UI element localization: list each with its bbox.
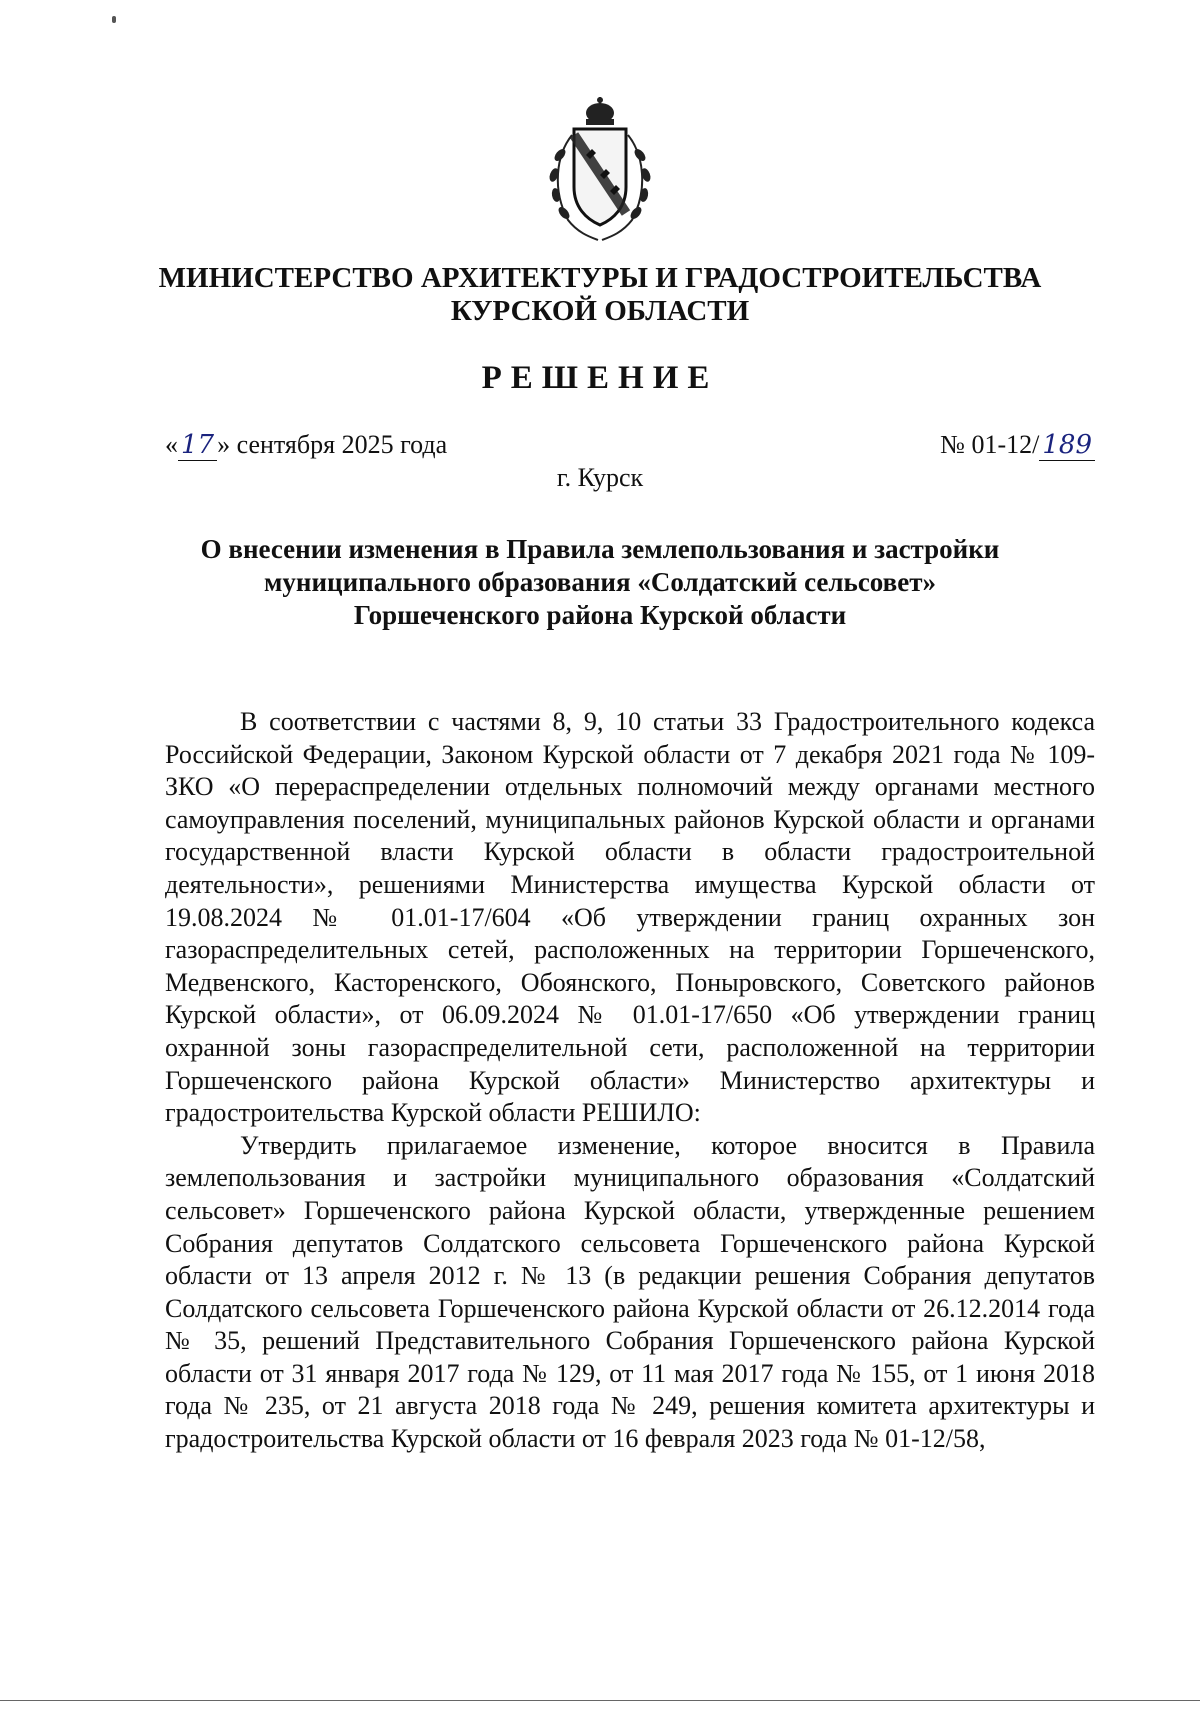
scan-speck xyxy=(112,16,116,23)
city: г. Курск xyxy=(556,463,644,492)
document-subject xyxy=(150,533,1050,632)
ministry-title xyxy=(100,262,1100,328)
document-type-title: РЕШЕНИЕ xyxy=(481,360,719,396)
ministry-title-line-1: МИНИСТЕРСТВО АРХИТЕКТУРЫ И ГРАДОСТРОИТЕЛЬСТВА xyxy=(158,262,1042,294)
body-paragraph-1: В соответствии с частями 8, 9, 10 статьи 33 Градостроительного кодекса Российской Федерации, Законом Курской области от 7 декабря 2021 года № 109-ЗКО «О перераспределении отдельных полномочий между органами местного самоуправления поселений, муниципальных районов Курской области и органами государственной власти Курской области в области градостроительной деятельности», решениями Министерства имущества Курской области от 19.08.2024 № 01.01-17/604 «Об утверждении границ охранных зон газораспределительных сетей, расположенных на территории Горшеченского, Медвенского, Касторенского, Обоянского, Поныровского, Советского районов Курской области», от 06.09.2024 № 01.01-17/650 «Об утверждении границ охранной зоны газораспределительной сети, расположенной на территории Горшеченского района Курской области» Министерство архитектуры и градостроительства Курской области РЕШИЛО: xyxy=(165,707,1095,1128)
document-body xyxy=(165,706,1095,1456)
coat-of-arms-icon xyxy=(538,95,662,245)
date-month-year: » сентября 2025 года xyxy=(217,430,448,459)
document-number xyxy=(940,430,1095,461)
document-date xyxy=(165,430,447,461)
subject-line-1: О внесении изменения в Правила землепользования и застройки xyxy=(200,534,1000,564)
body-paragraph-2: Утвердить прилагаемое изменение, которое вносится в Правила землепользования и застройки муниципального образования «Солдатский сельсовет» Горшеченского района Курской области, утвержденные решением Собрания депутатов Солдатского сельсовета Горшеченского района Курской области от 13 апреля 2012 г. № 13 (в редакции решения Собрания депутатов Солдатского сельсовета Горшеченского района Курской области от 26.12.2014 года № 35, решений Представительного Собрания Горшеченского района Курской области от 31 января 2017 года № 129, от 11 мая 2017 года № 155, от 1 июня 2018 года № 235, от 21 августа 2018 года № 249, решения комитета архитектуры и градостроительства Курской области от 16 февраля 2023 года № 01-12/58, xyxy=(165,1130,1095,1454)
subject-line-2: муниципального образования «Солдатский сельсовет» xyxy=(264,567,936,597)
handwritten-number: 189 xyxy=(1039,430,1095,461)
number-prefix: № 01-12/ xyxy=(940,430,1040,459)
scan-edge-line xyxy=(0,1700,1200,1701)
date-open-quote: « xyxy=(165,430,178,459)
handwritten-day: 17 xyxy=(178,430,217,461)
ministry-title-line-2: КУРСКОЙ ОБЛАСТИ xyxy=(450,295,750,327)
subject-line-3: Горшеченского района Курской области xyxy=(353,600,847,630)
